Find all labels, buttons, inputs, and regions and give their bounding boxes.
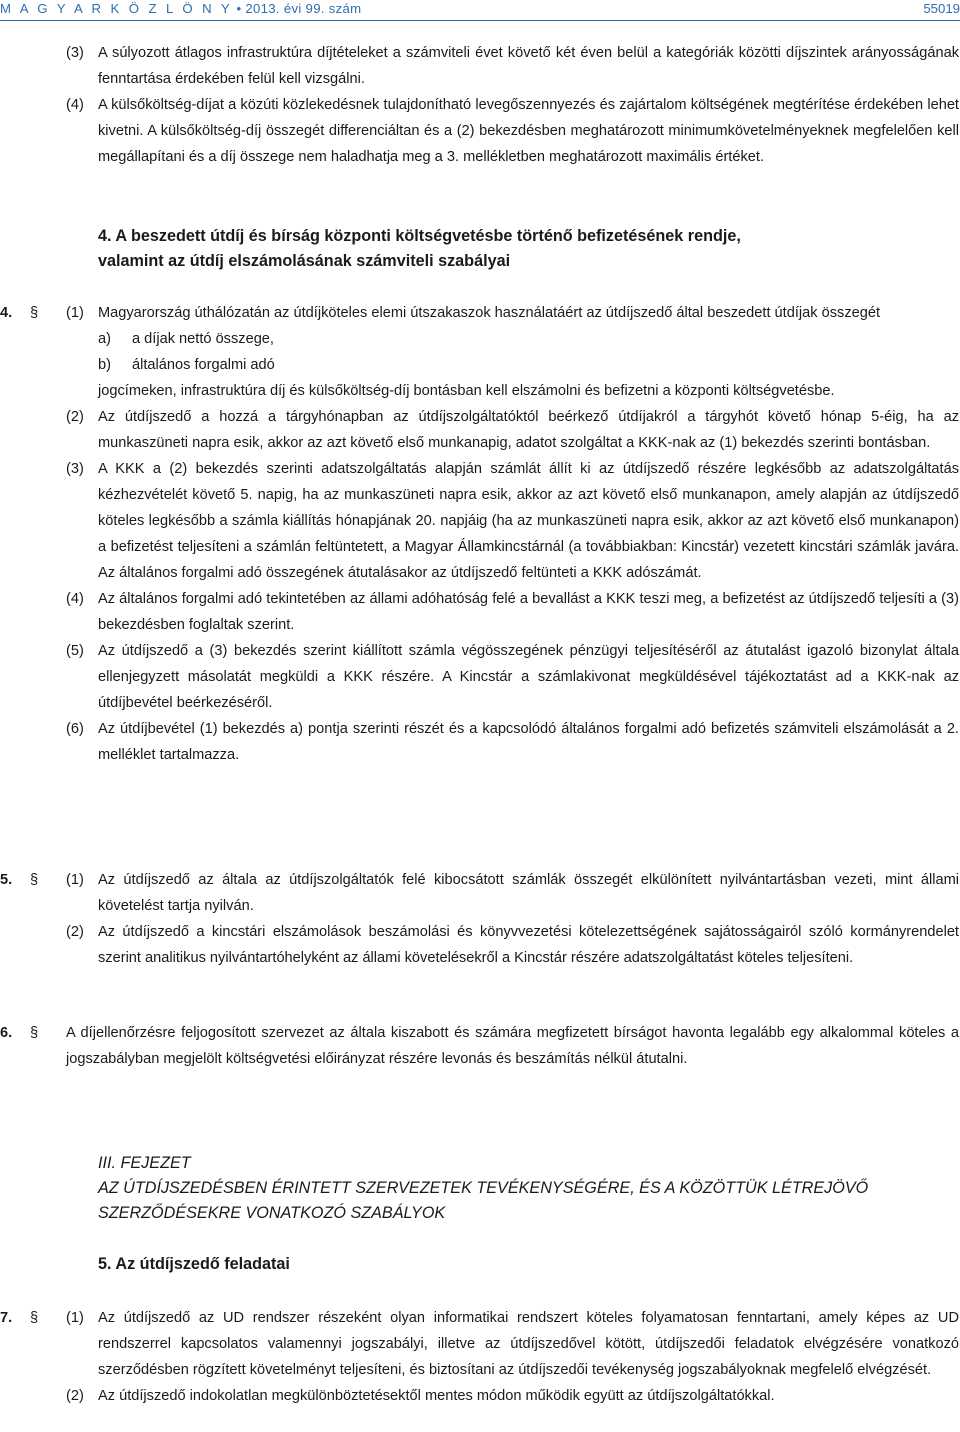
- paragraph-text: Az útdíjszedő az UD rendszer részeként olyan informatikai rendszert köteles folyamatosan fenntartani, amely képes az UD rendszerrel kapcsolatos valamennyi jogszabályi, illetve az útdíjszedővel kötött, útdíjszedői feladatok elvégzésére vonatkozó szerződésben rögzített követelményt teljesíteni, és biztosítani az útdíjszedői tevékenység jogszabályoknak megfelelő elvégzését.: [98, 1310, 959, 1378]
- journal-title: M A G Y A R K Ö Z L Ö N Y: [0, 1, 233, 16]
- paragraph-number: (2): [66, 924, 84, 940]
- paragraph: [0, 716, 960, 768]
- page-header: [0, 0, 960, 20]
- paragraph: [0, 586, 960, 638]
- section-symbol: §: [30, 1310, 39, 1326]
- paragraph-text: Az útdíjszedő a (3) bekezdés szerint kiállított számla végösszegének pénzügyi teljesítéséről az átutalást igazoló bizonylat általa ellenjegyzett másolatát megküldi a KKK részére. A Kincstár a számlakivonat megküldésével tájékoztatást ad a KKK-nak az útdíjbevétel beérkezéséről.: [98, 643, 959, 711]
- header-journal: [0, 0, 361, 18]
- section-7: [0, 1305, 960, 1409]
- paragraph-text: Az útdíjszedő indokolatlan megkülönböztetésektől mentes módon működik együtt az útdíjszolgáltatókkal.: [98, 1388, 775, 1404]
- paragraph-text: A díjellenőrzésre feljogosított szervezet az általa kiszabott és számára megfizetett bírságot havonta legalább egy alkalommal köteles a jogszabályban megjelölt költségvetési előirányzat részére levonás és beszámítás nélkül átutalni.: [66, 1025, 959, 1067]
- paragraph: [0, 92, 960, 170]
- paragraph: [0, 456, 960, 586]
- paragraph-text: A külsőköltség-díjat a közúti közlekedésnek tulajdonítható levegőszennyezés és zajártalom költségének megtérítése érdekében lehet kivetni. A külsőköltség-díj összegét differenciáltan és a (2) bekezdésben meghatározott minimumkövetelményeknek megfelelően kell megállapítani és a díj összege nem haladhatja meg a 3. mellékletben meghatározott maximális értéket.: [98, 97, 959, 165]
- paragraph-number: (4): [66, 97, 84, 113]
- prev-section-continuation: [0, 40, 960, 170]
- subtitle-line: 4. A beszedett útdíj és bírság központi költségvetésbe történő befizetésének rendje,: [98, 227, 741, 245]
- paragraph-text: Magyarország úthálózatán az útdíjköteles elemi útszakaszok használatáért az útdíjszedő által beszedett útdíjak összegét: [98, 305, 881, 321]
- paragraph-number: (5): [66, 643, 84, 659]
- paragraph-number: (4): [66, 591, 84, 607]
- paragraph: [0, 1020, 960, 1072]
- subtitle-line: 5. Az útdíjszedő feladatai: [98, 1255, 290, 1273]
- paragraph-number: (6): [66, 721, 84, 737]
- list-item-text: általános forgalmi adó: [132, 357, 275, 373]
- paragraph: [0, 300, 960, 326]
- list-item: [98, 326, 960, 352]
- paragraph-text: Az általános forgalmi adó tekintetében az állami adóhatóság felé a bevallást a KKK teszi meg, a befizetést az útdíjszedő teljesíti a (3) bekezdésben foglaltak szerint.: [98, 591, 959, 633]
- paragraph-number: (1): [66, 305, 84, 321]
- paragraph-tail: jogcímeken, infrastruktúra díj és külsőköltség-díj bontásban kell elszámolni és befizetni a központi költségvetésbe.: [98, 383, 835, 399]
- chapter-number: III. FEJEZET: [98, 1154, 191, 1172]
- paragraph: [0, 404, 960, 456]
- section-symbol: §: [30, 305, 39, 321]
- paragraph: [0, 919, 960, 971]
- list-item-text: a díjak nettó összege,: [132, 331, 274, 347]
- page-number: 55019: [923, 1, 960, 16]
- paragraph-number: (3): [66, 45, 84, 61]
- chapter-title-line: AZ ÚTDÍJSZEDÉSBEN ÉRINTETT SZERVEZETEK TEVÉKENYSÉGÉRE, ÉS A KÖZÖTTÜK LÉTREJÖVŐ: [98, 1179, 869, 1197]
- subtitle-4: [0, 224, 960, 274]
- issue-label: • 2013. évi 99. szám: [232, 1, 362, 16]
- paragraph: [0, 40, 960, 92]
- paragraph-number: (1): [66, 1310, 84, 1326]
- subtitle-5: [0, 1251, 960, 1277]
- section-number: 4.: [0, 305, 13, 321]
- list-item-label: b): [98, 357, 111, 373]
- header-divider: [0, 20, 960, 21]
- paragraph-number: (1): [66, 872, 84, 888]
- section-number: 5.: [0, 872, 13, 888]
- subtitle-line: valamint az útdíj elszámolásának számviteli szabályai: [98, 252, 511, 270]
- paragraph-text: Az útdíjszedő a kincstári elszámolások beszámolási és könyvvezetési kötelezettségének sajátosságairól szóló kormányrendelet szerint analitikus nyilvántartóhelyként az állami követelésekről a Kincstár részére adatszolgáltatást köteles teljesíteni.: [98, 924, 959, 966]
- paragraph: [0, 1305, 960, 1383]
- paragraph-text: Az útdíjszedő a hozzá a tárgyhónapban az útdíjszolgáltatóktól beérkező útdíjakról a tárgyhót követő hónap 5-éig, ha az munkaszüneti napra esik, akkor az azt követő első munkanapig, adatot szolgáltat a KKK-nak az (1) bekezdés szerinti bontásban.: [98, 409, 959, 451]
- paragraph: [0, 638, 960, 716]
- paragraph-number: (3): [66, 461, 84, 477]
- section-symbol: §: [30, 872, 39, 888]
- paragraph-number: (2): [66, 1388, 84, 1404]
- section-number: 7.: [0, 1310, 13, 1326]
- paragraph: [0, 1383, 960, 1409]
- list-item-label: a): [98, 331, 111, 347]
- paragraph: [0, 867, 960, 919]
- section-number: 6.: [0, 1025, 13, 1041]
- section-5: [0, 867, 960, 971]
- paragraph-text: A súlyozott átlagos infrastruktúra díjtételeket a számviteli évet követő két éven belül a kategóriák közötti díjszintek arányosságának fenntartása érdekében felül kell vizsgálni.: [98, 45, 959, 87]
- list-item: [98, 352, 960, 378]
- section-4: [0, 300, 960, 768]
- chapter-title-line: SZERZŐDÉSEKRE VONATKOZÓ SZABÁLYOK: [98, 1204, 446, 1222]
- section-symbol: §: [30, 1025, 39, 1041]
- paragraph-text: Az útdíjbevétel (1) bekezdés a) pontja szerinti részét és a kapcsolódó általános forgalmi adó befizetés számviteli elszámolását a 2. melléklet tartalmazza.: [98, 721, 959, 763]
- paragraph-text: Az útdíjszedő az általa az útdíjszolgáltatók felé kibocsátott számlák összegét elkülönített nyilvántartásban vezeti, mint állami követelést tartja nyilván.: [98, 872, 959, 914]
- paragraph-text: A KKK a (2) bekezdés szerinti adatszolgáltatás alapján számlát állít ki az útdíjszedő részére legkésőbb az adatszolgáltatás kézhezvételét követő 5. napig, ha az munkaszüneti napra esik, akkor az azt követő első munkanapon, amely alapján az útdíjszedő köteles legkésőbb a számla kiállítás hónapjának 20. napjáig (ha az munkaszüneti napra esik, akkor az azt követő első munkanapon) a befizetést teljesíteni a számlán feltüntetett, a Magyar Államkincstárnál (a továbbiakban: Kincstár) vezetett kincstári számlák javára. Az általános forgalmi adó összegének átutalásakor az útdíjszedő feltünteti a KKK adószámát.: [98, 461, 959, 581]
- chapter-heading: [0, 1151, 960, 1226]
- section-6: [0, 1020, 960, 1072]
- paragraph-number: (2): [66, 409, 84, 425]
